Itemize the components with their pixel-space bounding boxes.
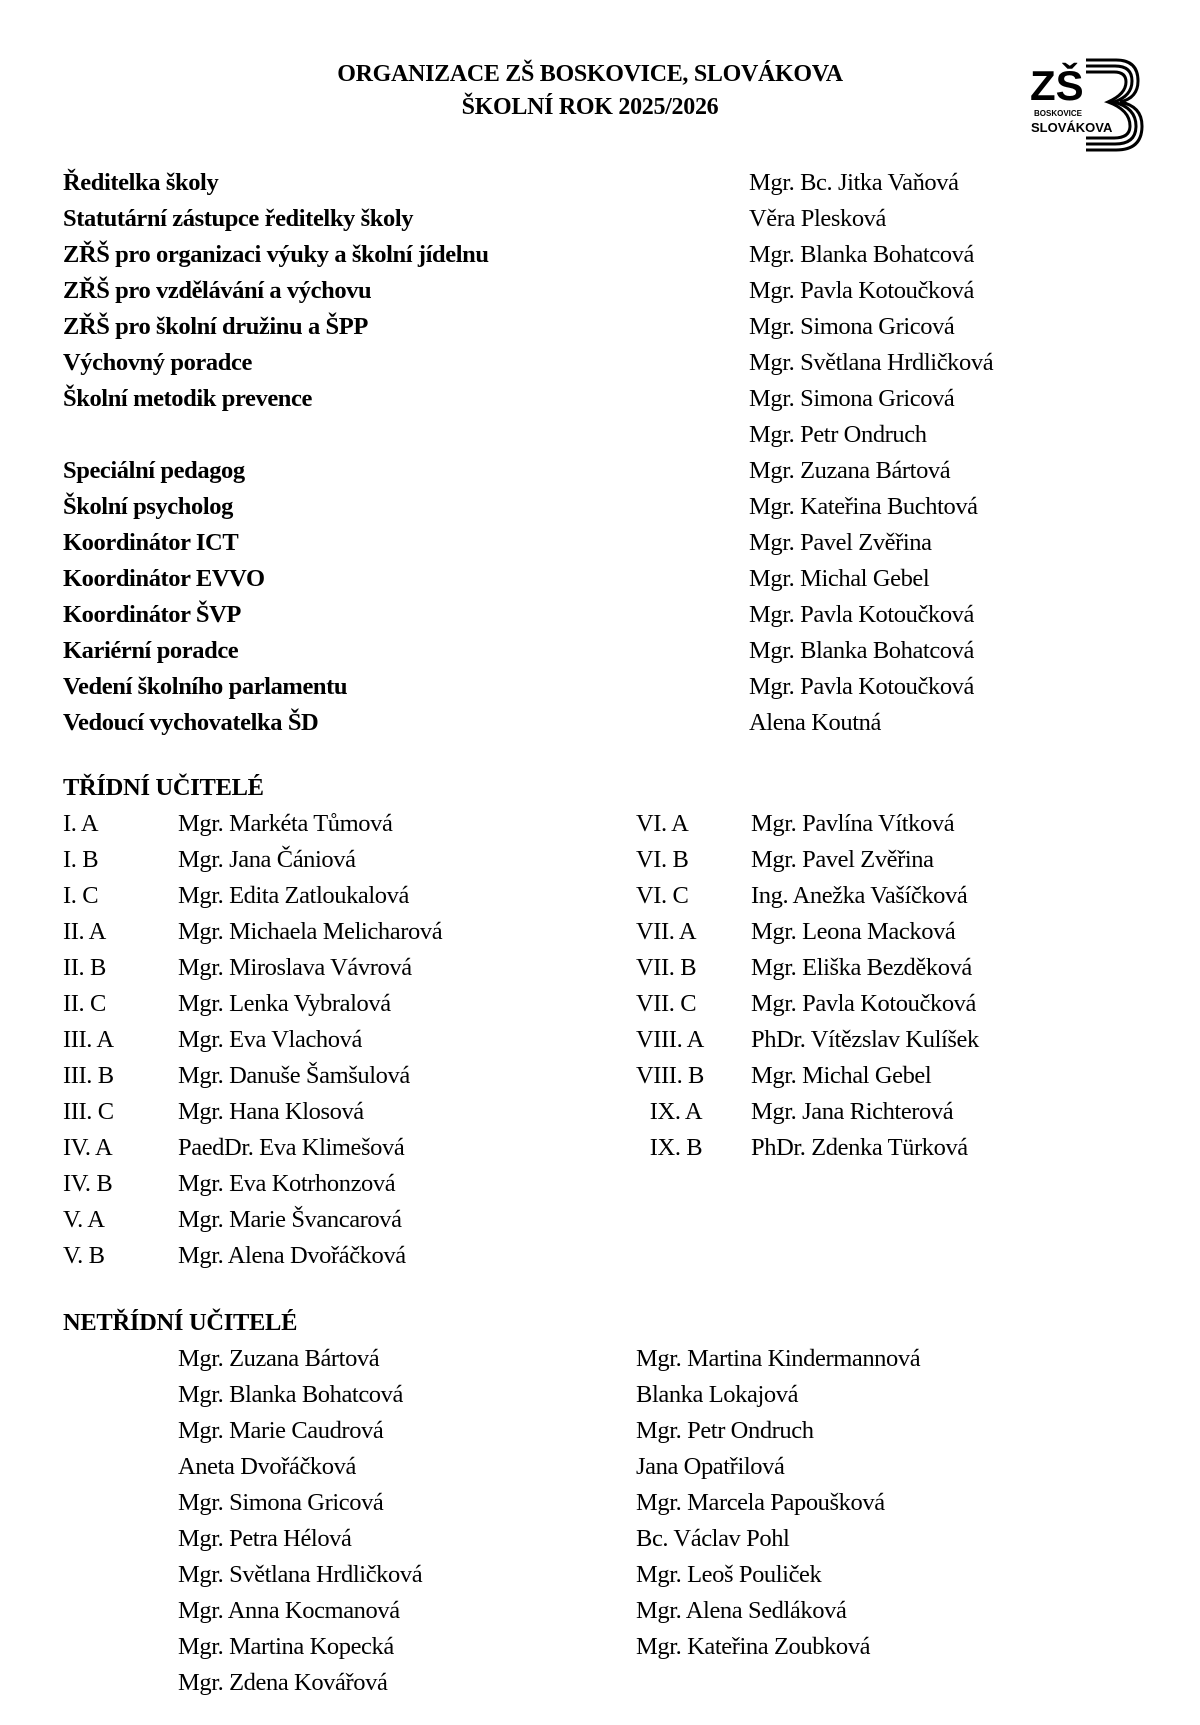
list-item: Mgr. Martina Kindermannová	[636, 1345, 921, 1372]
role-person: Mgr. Pavla Kotoučková	[749, 673, 974, 700]
class-teacher: Mgr. Michaela Melicharová	[178, 918, 443, 945]
class-label: I. B	[63, 846, 99, 873]
class-label: VII. A	[636, 918, 697, 945]
non-class-teachers-heading: NETŘÍDNÍ UČITELÉ	[63, 1309, 298, 1336]
class-label: VI. B	[636, 846, 689, 873]
class-label: IX. A	[649, 1098, 703, 1125]
class-label: II. A	[63, 918, 106, 945]
list-item: Blanka Lokajová	[636, 1381, 799, 1408]
role-person: Mgr. Světlana Hrdličková	[749, 349, 994, 376]
class-teacher: Mgr. Jana Čániová	[178, 846, 356, 873]
role-person: Mgr. Petr Ondruch	[749, 421, 927, 448]
class-label: VI. C	[636, 882, 689, 909]
role-name: Ředitelka školy	[63, 169, 219, 196]
role-person: Mgr. Simona Gricová	[749, 385, 955, 412]
role-person: Mgr. Pavla Kotoučková	[749, 277, 974, 304]
title-line-2: ŠKOLNÍ ROK 2025/2026	[461, 94, 719, 120]
class-label: V. A	[63, 1206, 105, 1233]
list-item: Mgr. Martina Kopecká	[178, 1633, 394, 1660]
class-label: VI. A	[636, 810, 689, 837]
class-teacher: Mgr. Jana Richterová	[751, 1098, 954, 1125]
role-name: Koordinátor ŠVP	[63, 601, 241, 628]
role-person: Mgr. Zuzana Bártová	[749, 457, 951, 484]
list-item: Mgr. Marie Caudrová	[178, 1417, 384, 1444]
list-item: Mgr. Alena Sedláková	[636, 1597, 847, 1624]
role-name: Výchovný poradce	[63, 349, 252, 376]
role-name: Vedení školního parlamentu	[63, 673, 348, 700]
role-person: Mgr. Kateřina Buchtová	[749, 493, 978, 520]
non-class-teachers-left-list	[178, 1341, 422, 1701]
class-label: I. C	[63, 882, 99, 909]
class-label: III. C	[63, 1098, 114, 1125]
list-item: Bc. Václav Pohl	[636, 1525, 790, 1552]
class-teacher: Mgr. Michal Gebel	[751, 1062, 932, 1089]
class-teacher: Mgr. Marie Švancarová	[178, 1206, 402, 1233]
role-person: Mgr. Bc. Jitka Vaňová	[749, 169, 959, 196]
class-teacher: Mgr. Lenka Vybralová	[178, 990, 391, 1017]
role-name: Koordinátor EVVO	[63, 565, 265, 592]
list-item: Aneta Dvořáčková	[178, 1453, 356, 1480]
class-teacher: Mgr. Danuše Šamšulová	[178, 1062, 410, 1089]
class-label: VIII. A	[636, 1026, 704, 1053]
school-logo-icon	[1028, 54, 1146, 154]
class-teacher: Mgr. Alena Dvořáčková	[178, 1242, 406, 1269]
class-teacher: Mgr. Pavla Kotoučková	[751, 990, 976, 1017]
class-teacher: Ing. Anežka Vašíčková	[751, 882, 968, 909]
class-label: IV. A	[63, 1134, 113, 1161]
role-person: Mgr. Michal Gebel	[749, 565, 930, 592]
list-item: Mgr. Petr Ondruch	[636, 1417, 814, 1444]
school-logo-graphic	[1028, 54, 1146, 154]
role-person: Věra Plesková	[749, 205, 886, 232]
role-name: ZŘŠ pro vzdělávání a výchovu	[63, 277, 372, 304]
page-title	[0, 58, 1200, 124]
class-teacher: Mgr. Eva Kotrhonzová	[178, 1170, 396, 1197]
class-teacher: PaedDr. Eva Klimešová	[178, 1134, 405, 1161]
role-person: Mgr. Simona Gricová	[749, 313, 955, 340]
class-label: II. C	[63, 990, 106, 1017]
role-person: Alena Koutná	[749, 709, 881, 736]
class-label: VII. B	[636, 954, 697, 981]
class-label: VII. C	[636, 990, 697, 1017]
logo-small-text: BOSKOVICE	[1034, 109, 1083, 118]
list-item: Jana Opatřilová	[636, 1453, 785, 1480]
role-name: ZŘŠ pro organizaci výuky a školní jídelnu	[63, 241, 489, 268]
class-label: V. B	[63, 1242, 105, 1269]
list-item: Mgr. Světlana Hrdličková	[178, 1561, 423, 1588]
class-teacher: Mgr. Eva Vlachová	[178, 1026, 362, 1053]
list-item: Mgr. Kateřina Zoubková	[636, 1633, 871, 1660]
role-person: Mgr. Blanka Bohatcová	[749, 637, 974, 664]
list-item: Mgr. Petra Hélová	[178, 1525, 352, 1552]
class-label: II. B	[63, 954, 106, 981]
class-teacher: Mgr. Edita Zatloukalová	[178, 882, 409, 909]
list-item: Mgr. Blanka Bohatcová	[178, 1381, 403, 1408]
class-teacher: Mgr. Leona Macková	[751, 918, 956, 945]
class-teacher: Mgr. Pavlína Vítková	[751, 810, 955, 837]
class-teacher: Mgr. Markéta Tůmová	[178, 810, 393, 837]
non-class-teachers-right-list	[636, 1341, 920, 1665]
role-name: ZŘŠ pro školní družinu a ŠPP	[63, 313, 368, 340]
class-label: I. A	[63, 810, 99, 837]
role-person: Mgr. Pavla Kotoučková	[749, 601, 974, 628]
role-person: Mgr. Blanka Bohatcová	[749, 241, 974, 268]
role-name: Kariérní poradce	[63, 637, 239, 664]
list-item: Mgr. Zdena Kovářová	[178, 1669, 388, 1696]
role-name: Speciální pedagog	[63, 457, 245, 484]
role-person: Mgr. Pavel Zvěřina	[749, 529, 932, 556]
role-name: Statutární zástupce ředitelky školy	[63, 205, 414, 232]
class-label: VIII. B	[636, 1062, 704, 1089]
title-line-1: ORGANIZACE ZŠ BOSKOVICE, SLOVÁKOVA	[337, 61, 843, 87]
role-name: Koordinátor ICT	[63, 529, 239, 556]
role-name: Vedoucí vychovatelka ŠD	[63, 709, 319, 736]
logo-letters: ZŠ	[1030, 62, 1084, 109]
class-teacher: PhDr. Zdenka Türková	[751, 1134, 968, 1161]
logo-name-text: SLOVÁKOVA	[1031, 120, 1113, 135]
class-teacher: Mgr. Eliška Bezděková	[751, 954, 972, 981]
list-item: Mgr. Simona Gricová	[178, 1489, 384, 1516]
list-item: Mgr. Marcela Papoušková	[636, 1489, 885, 1516]
class-label: IX. B	[649, 1134, 703, 1161]
list-item: Mgr. Zuzana Bártová	[178, 1345, 380, 1372]
role-name: Školní metodik prevence	[63, 385, 312, 412]
class-label: III. A	[63, 1026, 114, 1053]
class-teacher: Mgr. Pavel Zvěřina	[751, 846, 934, 873]
class-label: IV. B	[63, 1170, 113, 1197]
list-item: Mgr. Anna Kocmanová	[178, 1597, 400, 1624]
class-label: III. B	[63, 1062, 114, 1089]
class-teacher: Mgr. Miroslava Vávrová	[178, 954, 412, 981]
role-name: Školní psycholog	[63, 493, 233, 520]
class-teachers-heading: TŘÍDNÍ UČITELÉ	[63, 774, 264, 801]
list-item: Mgr. Leoš Pouliček	[636, 1561, 822, 1588]
class-teacher: PhDr. Vítězslav Kulíšek	[751, 1026, 979, 1053]
class-teacher: Mgr. Hana Klosová	[178, 1098, 364, 1125]
